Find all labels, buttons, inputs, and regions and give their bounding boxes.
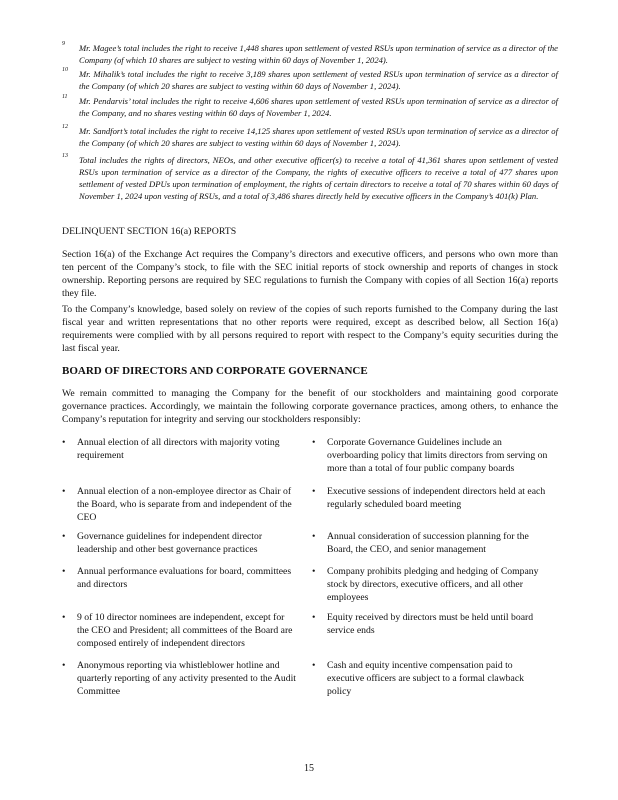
bullet-item [312, 485, 548, 511]
bullet-item [62, 565, 298, 591]
bullet-item [312, 565, 548, 604]
bullet-text: 9 of 10 director nominees are independent, except for the CEO and President; all committees of the Board are composed entirely of independent directors [77, 612, 293, 649]
bullet-text: Corporate Governance Guidelines include an overboarding policy that limits directors from serving on more than a total of four public company boards [327, 437, 548, 474]
paragraph: To the Company’s knowledge, based solely on review of the copies of such reports furnished to the Company during the last fiscal year and written representations that no other reports were required, except as described below, all Section 16(a) requirements were complied with by all persons required to report with respect to the Company’s equity securities during the last fiscal year. [62, 304, 558, 354]
bullet-text: Executive sessions of independent directors held at each regularly scheduled board meeting [327, 486, 546, 510]
bullet-icon: • [62, 612, 66, 623]
bullet-icon: • [312, 566, 316, 577]
paragraph: We remain committed to managing the Company for the benefit of our stockholders and maintaining good corporate governance practices. Accordingly, we maintain the following corporate governance practices, among others, to enhance the Company’s reputation for integrity and serving our stockholders responsibly: [62, 388, 558, 425]
bullet-icon: • [312, 660, 316, 671]
footnote-12: 12 Mr. Sandfort’s total includes the right to receive 14,125 shares upon settlement of vested RSUs upon termination of service as a director of the Company (of which 20 shares are subject to vesting within 60 days of November 1, 2024). [62, 124, 558, 148]
footnote-11: 11 Mr. Pendarvis’ total includes the right to receive 4,606 shares upon settlement of vested RSUs upon termination of service as a director of the Company, and no shares vesting within 60 days of November 1, 2024. [62, 94, 558, 118]
footnote-13: 13 Total includes the rights of directors, NEOs, and other executive officer(s) to receive a total of 41,361 shares upon settlement of vested RSUs upon termination of service as a director of the Company, the rights of executive officers to receive a total of 477 shares upon settlement of vested DPUs upon termination of employment, the rights of certain directors to receive a total of 70 shares within 60 days of November 1, 2024 upon vesting of RSUs, and a total of 3,486 shares directly held by executive officers in the Company’s 401(k) Plan. [62, 153, 558, 201]
bullet-icon: • [312, 612, 316, 623]
bullet-icon: • [312, 531, 316, 542]
page-number: 15 [304, 763, 314, 774]
section-heading-delinquent: DELINQUENT SECTION 16(a) REPORTS [62, 226, 237, 237]
bullet-text: Governance guidelines for independent director leadership and other best governance practices [77, 531, 263, 555]
bullet-icon: • [62, 486, 66, 497]
section-heading-board: BOARD OF DIRECTORS AND CORPORATE GOVERNANCE [62, 365, 368, 377]
bullet-icon: • [62, 437, 66, 448]
bullet-item [62, 530, 298, 556]
bullet-icon: • [312, 486, 316, 497]
footnote-10: 10 Mr. Mihalik’s total includes the right to receive 3,189 shares upon settlement of vested RSUs upon termination of service as a director of the Company (of which 20 shares are subject to vesting within 60 days of November 1, 2024). [62, 67, 558, 91]
bullet-item [312, 530, 548, 556]
bullet-text: Annual election of all directors with majority voting requirement [77, 437, 280, 461]
bullet-item [312, 659, 548, 698]
bullet-text: Annual consideration of succession planning for the Board, the CEO, and senior management [327, 531, 529, 555]
paragraph: Section 16(a) of the Exchange Act requires the Company’s directors and executive officers, and persons who own more than ten percent of the Company’s stock, to file with the SEC initial reports of stock ownership and reports of changes in stock ownership. Reporting persons are required by SEC regulations to furnish the Company with copies of all Section 16(a) reports they file. [62, 249, 558, 299]
bullet-text: Annual performance evaluations for board, committees and directors [77, 566, 292, 590]
bullet-item [62, 436, 298, 462]
bullet-text: Anonymous reporting via whistleblower hotline and quarterly reporting of any activity presented to the Audit Committee [77, 660, 296, 697]
bullet-text: Cash and equity incentive compensation paid to executive officers are subject to a formal clawback policy [327, 660, 524, 697]
footnote-9: 9 Mr. Magee’s total includes the right to receive 1,448 shares upon settlement of vested RSUs upon termination of service as a director of the Company (of which 10 shares are subject to vesting within 60 days of November 1, 2024). [62, 41, 558, 65]
bullet-text: Company prohibits pledging and hedging of Company stock by directors, executive officers, and all other employees [327, 566, 539, 603]
bullet-item [62, 659, 298, 698]
bullet-icon: • [62, 531, 66, 542]
bullet-icon: • [62, 660, 66, 671]
bullet-text: Equity received by directors must be held until board service ends [327, 612, 534, 636]
bullet-text: Annual election of a non-employee director as Chair of the Board, who is separate from and independent of the CEO [77, 486, 292, 523]
bullet-item [62, 611, 298, 650]
bullet-icon: • [312, 437, 316, 448]
bullet-icon: • [62, 566, 66, 577]
bullet-item [62, 485, 298, 524]
bullet-item [312, 436, 548, 475]
bullet-item [312, 611, 548, 637]
